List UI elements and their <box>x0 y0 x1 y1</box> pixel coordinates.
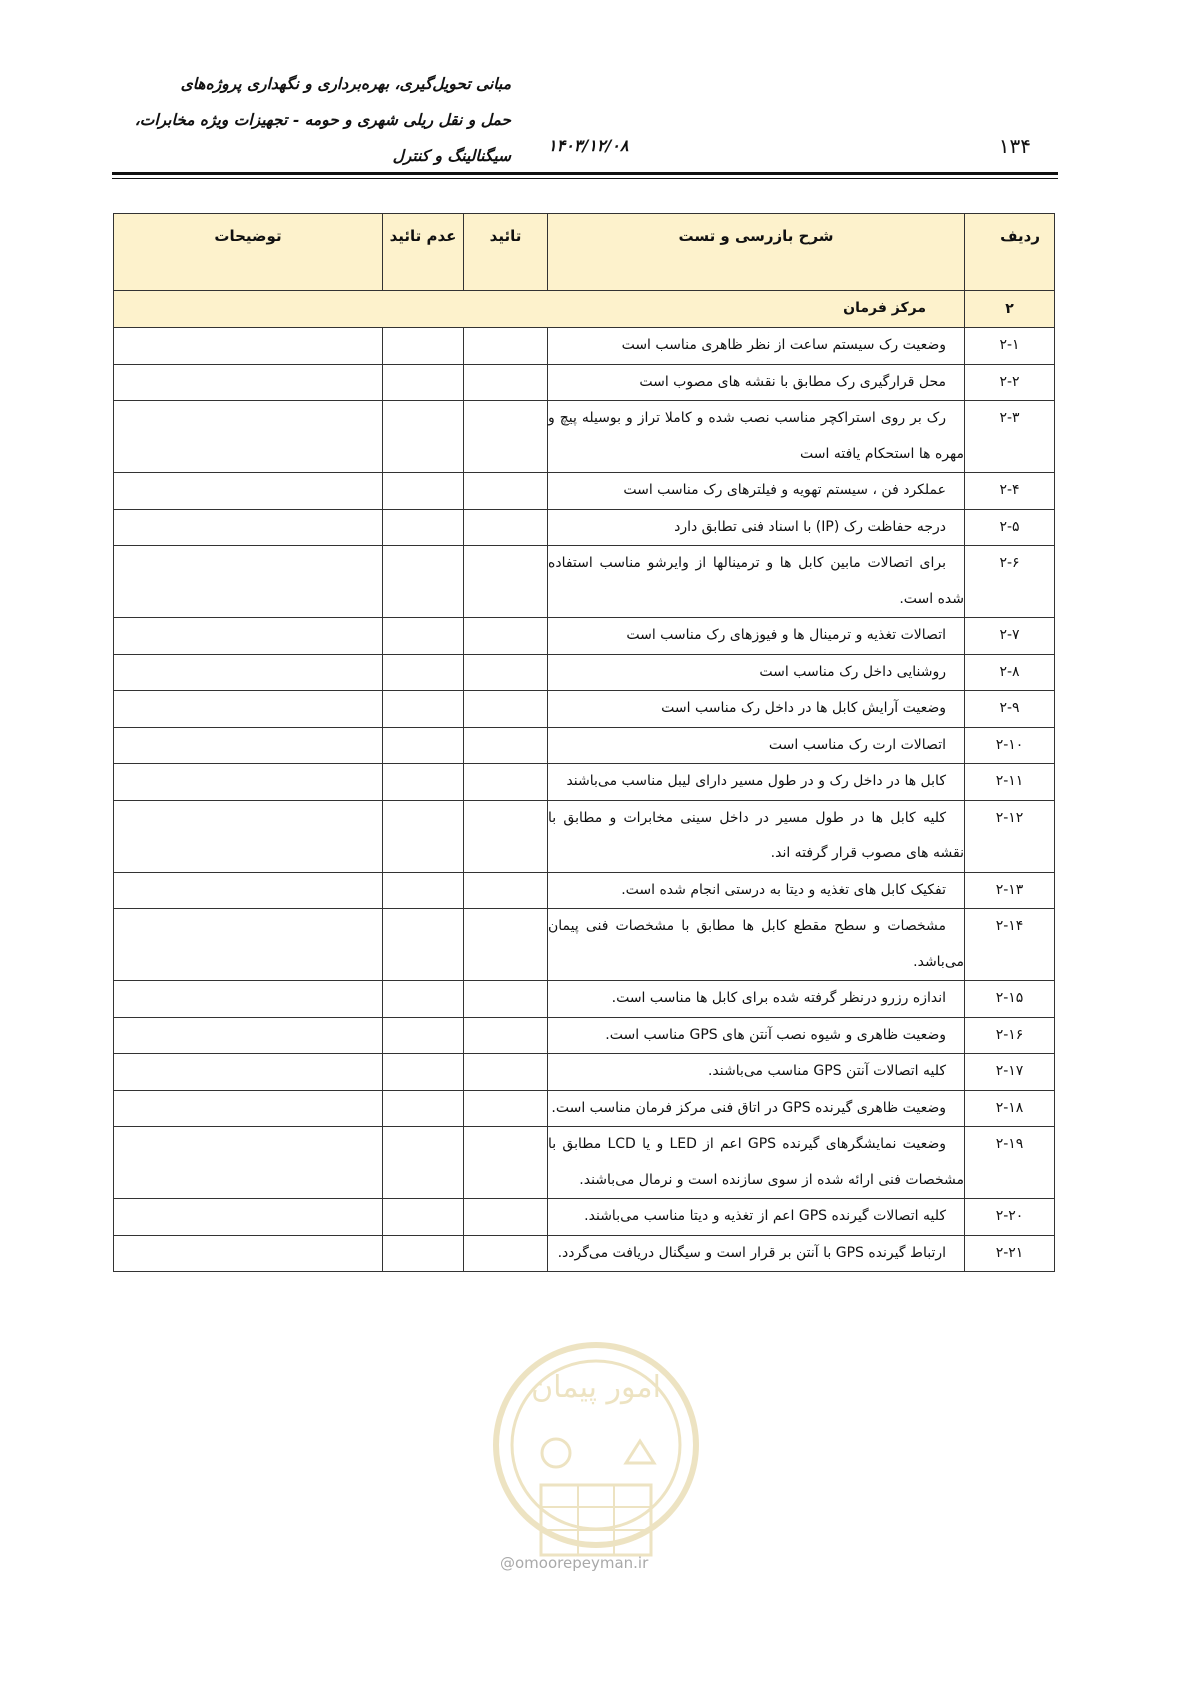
row-number: ۲-۱۳ <box>965 872 1055 909</box>
row-description: تفکیک کابل های تغذیه و دیتا به درستی انجام شده است. <box>548 872 965 909</box>
inspection-table <box>113 213 1055 1272</box>
table-row <box>114 1199 1055 1236</box>
approved-cell[interactable] <box>464 364 548 401</box>
notes-cell[interactable] <box>114 872 383 909</box>
approved-cell[interactable] <box>464 1054 548 1091</box>
row-number: ۲-۸ <box>965 654 1055 691</box>
row-description: وضعیت آرایش کابل ها در داخل رک مناسب است <box>548 691 965 728</box>
document-title <box>91 66 511 174</box>
approved-cell[interactable] <box>464 1127 548 1199</box>
not-approved-cell[interactable] <box>383 691 464 728</box>
row-number: ۲-۱۲ <box>965 800 1055 872</box>
approved-cell[interactable] <box>464 1235 548 1272</box>
approved-cell[interactable] <box>464 981 548 1018</box>
notes-cell[interactable] <box>114 727 383 764</box>
row-number: ۲-۱ <box>965 328 1055 365</box>
table-row <box>114 401 1055 473</box>
approved-cell[interactable] <box>464 1199 548 1236</box>
table-row <box>114 1235 1055 1272</box>
not-approved-cell[interactable] <box>383 872 464 909</box>
not-approved-cell[interactable] <box>383 546 464 618</box>
row-number: ۲-۳ <box>965 401 1055 473</box>
not-approved-cell[interactable] <box>383 1127 464 1199</box>
row-number: ۲-۷ <box>965 618 1055 655</box>
row-number: ۲-۱۵ <box>965 981 1055 1018</box>
approved-cell[interactable] <box>464 328 548 365</box>
notes-cell[interactable] <box>114 909 383 981</box>
row-description: اتصالات ارت رک مناسب است <box>548 727 965 764</box>
table-row <box>114 691 1055 728</box>
not-approved-cell[interactable] <box>383 328 464 365</box>
notes-cell[interactable] <box>114 473 383 510</box>
row-description: اندازه رزرو درنظر گرفته شده برای کابل ها مناسب است. <box>548 981 965 1018</box>
not-approved-cell[interactable] <box>383 1054 464 1091</box>
row-number: ۲-۱۸ <box>965 1090 1055 1127</box>
row-number: ۲-۱۷ <box>965 1054 1055 1091</box>
row-description: کلیه اتصالات گیرنده GPS اعم از تغذیه و دیتا مناسب می‌باشند. <box>548 1199 965 1236</box>
header-approved: تائید <box>464 214 548 291</box>
notes-cell[interactable] <box>114 981 383 1018</box>
notes-cell[interactable] <box>114 618 383 655</box>
notes-cell[interactable] <box>114 401 383 473</box>
header-not-approved: عدم تائید <box>383 214 464 291</box>
not-approved-cell[interactable] <box>383 1235 464 1272</box>
row-description: کابل ها در داخل رک و در طول مسیر دارای لیبل مناسب می‌باشند <box>548 764 965 801</box>
notes-cell[interactable] <box>114 546 383 618</box>
notes-cell[interactable] <box>114 654 383 691</box>
not-approved-cell[interactable] <box>383 981 464 1018</box>
not-approved-cell[interactable] <box>383 473 464 510</box>
row-number: ۲-۲۱ <box>965 1235 1055 1272</box>
row-description: درجه حفاظت رک (IP) با اسناد فنی تطابق دارد <box>548 509 965 546</box>
header-row-number: ردیف <box>965 214 1055 291</box>
table-row <box>114 654 1055 691</box>
table-row <box>114 1127 1055 1199</box>
notes-cell[interactable] <box>114 1017 383 1054</box>
notes-cell[interactable] <box>114 1199 383 1236</box>
row-description: روشنایی داخل رک مناسب است <box>548 654 965 691</box>
row-description: وضعیت ظاهری و شیوه نصب آنتن های GPS مناسب است. <box>548 1017 965 1054</box>
row-number: ۲-۱۴ <box>965 909 1055 981</box>
not-approved-cell[interactable] <box>383 1017 464 1054</box>
table-row <box>114 509 1055 546</box>
section-number: ۲ <box>965 291 1055 328</box>
table-row <box>114 727 1055 764</box>
not-approved-cell[interactable] <box>383 509 464 546</box>
table-row <box>114 800 1055 872</box>
table-row <box>114 546 1055 618</box>
header-notes: توضیحات <box>114 214 383 291</box>
row-description: ارتباط گیرنده GPS با آنتن بر قرار است و سیگنال دریافت می‌گردد. <box>548 1235 965 1272</box>
table-row <box>114 618 1055 655</box>
row-number: ۲-۱۹ <box>965 1127 1055 1199</box>
approved-cell[interactable] <box>464 727 548 764</box>
notes-cell[interactable] <box>114 509 383 546</box>
page-number: ۱۳۴ <box>998 134 1031 158</box>
row-description: محل قرارگیری رک مطابق با نقشه های مصوب است <box>548 364 965 401</box>
table-row <box>114 364 1055 401</box>
row-number: ۲-۱۶ <box>965 1017 1055 1054</box>
notes-cell[interactable] <box>114 1235 383 1272</box>
header-rule-thick <box>112 172 1058 175</box>
row-number: ۲-۴ <box>965 473 1055 510</box>
not-approved-cell[interactable] <box>383 401 464 473</box>
notes-cell[interactable] <box>114 364 383 401</box>
table-row <box>114 473 1055 510</box>
not-approved-cell[interactable] <box>383 364 464 401</box>
section-title: مرکز فرمان <box>114 291 965 328</box>
title-line-2: حمل و نقل ریلی شهری و حومه - تجهیزات ویژه مخابرات، <box>134 110 511 129</box>
notes-cell[interactable] <box>114 691 383 728</box>
not-approved-cell[interactable] <box>383 1199 464 1236</box>
not-approved-cell[interactable] <box>383 727 464 764</box>
approved-cell[interactable] <box>464 691 548 728</box>
approved-cell[interactable] <box>464 800 548 872</box>
title-line-3: سیگنالینگ و کنترل <box>392 146 511 165</box>
not-approved-cell[interactable] <box>383 764 464 801</box>
notes-cell[interactable] <box>114 1054 383 1091</box>
section-row <box>114 291 1055 328</box>
approved-cell[interactable] <box>464 618 548 655</box>
approved-cell[interactable] <box>464 546 548 618</box>
table-row <box>114 328 1055 365</box>
approved-cell[interactable] <box>464 872 548 909</box>
header-rule-thin <box>112 178 1058 179</box>
row-description: مشخصات و سطح مقطع کابل ها مطابق با مشخصات فنی پیمان می‌باشد. <box>548 909 965 981</box>
table-row <box>114 1054 1055 1091</box>
table-row <box>114 1017 1055 1054</box>
notes-cell[interactable] <box>114 1127 383 1199</box>
row-number: ۲-۲۰ <box>965 1199 1055 1236</box>
row-description: اتصالات تغذیه و ترمینال ها و فیوزهای رک مناسب است <box>548 618 965 655</box>
approved-cell[interactable] <box>464 909 548 981</box>
row-description: وضعیت نمایشگرهای گیرنده GPS اعم از LED و یا LCD مطابق با مشخصات فنی ارائه شده از سوی سازنده است و نرمال می‌باشند. <box>548 1127 965 1199</box>
row-description: عملکرد فن ، سیستم تهویه و فیلترهای رک مناسب است <box>548 473 965 510</box>
not-approved-cell[interactable] <box>383 800 464 872</box>
approved-cell[interactable] <box>464 401 548 473</box>
approved-cell[interactable] <box>464 1017 548 1054</box>
notes-cell[interactable] <box>114 764 383 801</box>
title-line-1: مبانی تحویل‌گیری، بهره‌برداری و نگهداری پروژه‌های <box>180 74 511 93</box>
document-date: ۱۴۰۳/۱۲/۰۸ <box>548 136 629 155</box>
table-row <box>114 764 1055 801</box>
row-description: برای اتصالات مابین کابل ها و ترمینالها از وایرشو مناسب استفاده شده است. <box>548 546 965 618</box>
watermark-logo-text: امور پیمان <box>531 1370 661 1405</box>
table-row <box>114 909 1055 981</box>
approved-cell[interactable] <box>464 654 548 691</box>
watermark-website: @omoorepeyman.ir <box>500 1554 649 1572</box>
approved-cell[interactable] <box>464 509 548 546</box>
header-description: شرح بازرسی و تست <box>548 214 965 291</box>
approved-cell[interactable] <box>464 473 548 510</box>
row-description: وضعیت رک سیستم ساعت از نظر ظاهری مناسب است <box>548 328 965 365</box>
row-description: کلیه کابل ها در طول مسیر در داخل سینی مخابرات و مطابق با نقشه های مصوب قرار گرفته اند. <box>548 800 965 872</box>
table-row <box>114 981 1055 1018</box>
not-approved-cell[interactable] <box>383 654 464 691</box>
row-number: ۲-۵ <box>965 509 1055 546</box>
approved-cell[interactable] <box>464 1090 548 1127</box>
notes-cell[interactable] <box>114 1090 383 1127</box>
row-description: وضعیت ظاهری گیرنده GPS در اتاق فنی مرکز فرمان مناسب است. <box>548 1090 965 1127</box>
not-approved-cell[interactable] <box>383 618 464 655</box>
watermark-seal <box>486 1335 706 1575</box>
row-number: ۲-۹ <box>965 691 1055 728</box>
not-approved-cell[interactable] <box>383 1090 464 1127</box>
row-description: رک بر روی استراکچر مناسب نصب شده و کاملا تراز و بوسیله پیچ و مهره ها استحکام یافته است <box>548 401 965 473</box>
row-number: ۲-۲ <box>965 364 1055 401</box>
notes-cell[interactable] <box>114 328 383 365</box>
table-row <box>114 1090 1055 1127</box>
not-approved-cell[interactable] <box>383 909 464 981</box>
table-row <box>114 872 1055 909</box>
row-number: ۲-۱۰ <box>965 727 1055 764</box>
row-number: ۲-۶ <box>965 546 1055 618</box>
notes-cell[interactable] <box>114 800 383 872</box>
approved-cell[interactable] <box>464 764 548 801</box>
row-description: کلیه اتصالات آنتن GPS مناسب می‌باشند. <box>548 1054 965 1091</box>
row-number: ۲-۱۱ <box>965 764 1055 801</box>
table-header-row <box>114 214 1055 291</box>
